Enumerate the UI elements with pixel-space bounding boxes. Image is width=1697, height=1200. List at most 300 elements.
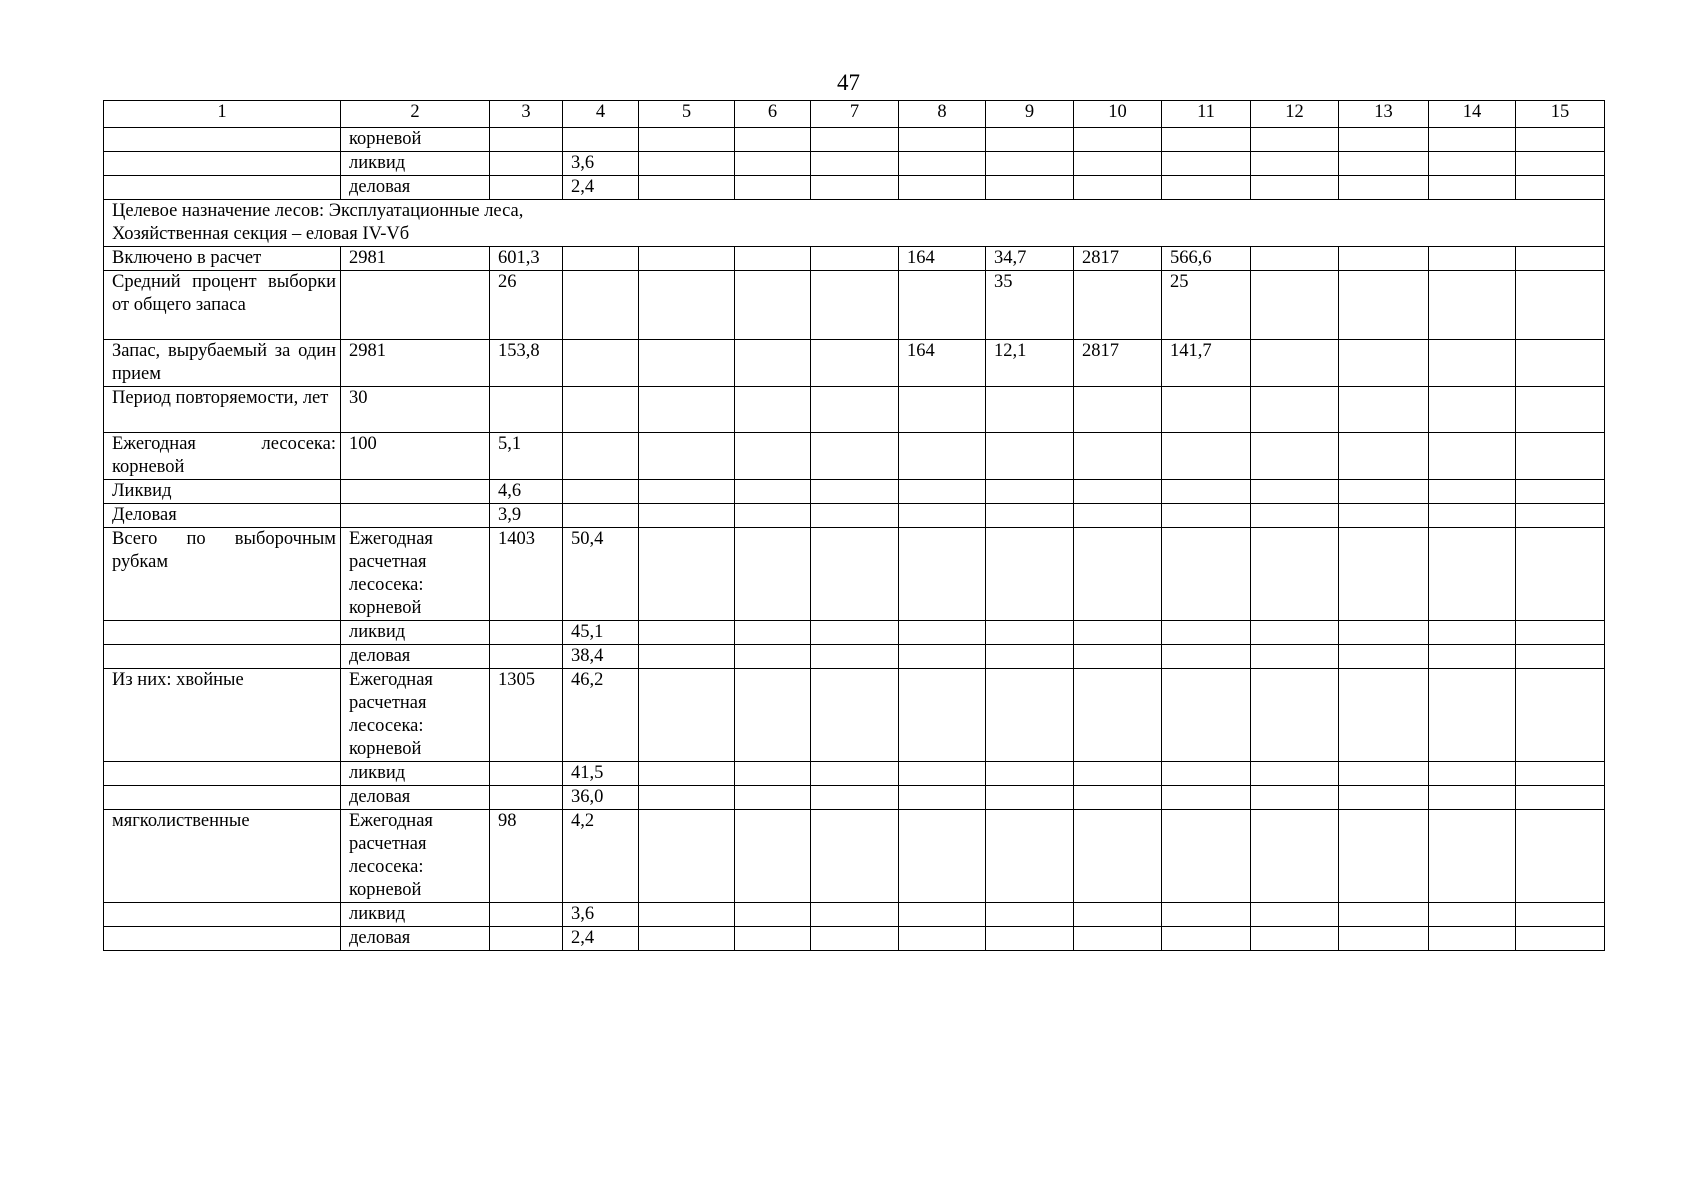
- table-cell: 2981: [341, 247, 490, 271]
- table-cell: [1429, 786, 1516, 810]
- table-cell: [1339, 387, 1429, 433]
- table-cell: [899, 387, 986, 433]
- table-cell: корневой: [341, 128, 490, 152]
- table-cell: [1162, 927, 1251, 951]
- table-cell: [811, 528, 899, 621]
- table-cell: [104, 176, 341, 200]
- table-cell: [1339, 645, 1429, 669]
- table-cell: [735, 271, 811, 340]
- table-cell: [1339, 762, 1429, 786]
- table-cell: [1074, 903, 1162, 927]
- table-cell: 46,2: [563, 669, 639, 762]
- table-cell: 566,6: [1162, 247, 1251, 271]
- table-cell: [735, 387, 811, 433]
- table-cell: [639, 152, 735, 176]
- table-cell: [490, 762, 563, 786]
- table-cell: 36,0: [563, 786, 639, 810]
- table-row: [104, 786, 1605, 810]
- table-row: [104, 762, 1605, 786]
- table-cell: [986, 387, 1074, 433]
- table-cell: [811, 786, 899, 810]
- table-cell: [1251, 903, 1339, 927]
- table-cell: [735, 762, 811, 786]
- table-cell: [341, 271, 490, 340]
- table-cell: [1516, 152, 1605, 176]
- table-cell: [899, 271, 986, 340]
- table-cell: [1251, 645, 1339, 669]
- table-cell: [1339, 621, 1429, 645]
- table-cell: [986, 433, 1074, 480]
- column-header: 12: [1251, 101, 1339, 128]
- table-cell: [986, 927, 1074, 951]
- table-cell: [1339, 927, 1429, 951]
- table-cell: [899, 128, 986, 152]
- column-header: 8: [899, 101, 986, 128]
- table-cell: Из них: хвойные: [104, 669, 341, 762]
- table-cell: [1251, 340, 1339, 387]
- table-cell: [1516, 903, 1605, 927]
- table-cell: [1429, 480, 1516, 504]
- table-row: [104, 176, 1605, 200]
- table-cell: [899, 433, 986, 480]
- table-cell: 601,3: [490, 247, 563, 271]
- table-cell: [1429, 271, 1516, 340]
- table-cell: [1251, 762, 1339, 786]
- table-cell: [490, 645, 563, 669]
- table-cell: Деловая: [104, 504, 341, 528]
- table-cell: [1074, 669, 1162, 762]
- table-row: [104, 669, 1605, 762]
- table-cell: [639, 340, 735, 387]
- table-cell: [1429, 927, 1516, 951]
- table-cell: [104, 152, 341, 176]
- table-cell: [1162, 152, 1251, 176]
- table-cell: [639, 669, 735, 762]
- table-cell: [639, 387, 735, 433]
- table-row: [104, 621, 1605, 645]
- table-cell: [563, 247, 639, 271]
- table-cell: [1429, 528, 1516, 621]
- table-cell: [1516, 669, 1605, 762]
- table-cell: [563, 433, 639, 480]
- table-cell: [341, 504, 490, 528]
- table-cell: [1251, 271, 1339, 340]
- table-cell: [1074, 128, 1162, 152]
- table-cell: [639, 927, 735, 951]
- table-cell: [1516, 528, 1605, 621]
- table-cell: [1339, 786, 1429, 810]
- section-header-line: Целевое назначение лесов: Эксплуатационные леса,: [112, 201, 524, 221]
- table-cell: [1429, 152, 1516, 176]
- table-cell: [490, 927, 563, 951]
- table-cell: [1339, 504, 1429, 528]
- table-row: [104, 152, 1605, 176]
- table-cell: [1162, 176, 1251, 200]
- column-header: 14: [1429, 101, 1516, 128]
- table-cell: [1074, 645, 1162, 669]
- table-cell: [735, 528, 811, 621]
- table-cell: 141,7: [1162, 340, 1251, 387]
- table-row: [104, 927, 1605, 951]
- table-cell: [1429, 810, 1516, 903]
- table-cell: [104, 621, 341, 645]
- table-cell: [1162, 387, 1251, 433]
- table-cell: [811, 810, 899, 903]
- table-cell: 3,6: [563, 903, 639, 927]
- table-cell: [1516, 480, 1605, 504]
- table-cell: [811, 387, 899, 433]
- table-cell: [1251, 128, 1339, 152]
- table-cell: 98: [490, 810, 563, 903]
- table-cell: [639, 903, 735, 927]
- table-cell: Запас, вырубаемый за один прием: [104, 340, 341, 387]
- table-cell: [1516, 247, 1605, 271]
- table-cell: деловая: [341, 786, 490, 810]
- table-cell: [639, 786, 735, 810]
- table-cell: [1074, 271, 1162, 340]
- table-cell: [1516, 433, 1605, 480]
- section-header-row: [104, 200, 1605, 247]
- table-cell: [639, 762, 735, 786]
- table-cell: [1339, 176, 1429, 200]
- table-cell: 38,4: [563, 645, 639, 669]
- table-cell: [1516, 762, 1605, 786]
- table-cell: [811, 128, 899, 152]
- table-cell: [490, 387, 563, 433]
- table-cell: ликвид: [341, 762, 490, 786]
- table-cell: [811, 340, 899, 387]
- table-cell: [1516, 176, 1605, 200]
- table-cell: [1251, 927, 1339, 951]
- table-cell: [899, 176, 986, 200]
- table-cell: [639, 271, 735, 340]
- column-header: 9: [986, 101, 1074, 128]
- table-cell: [1429, 645, 1516, 669]
- table-cell: [735, 247, 811, 271]
- table-cell: [1251, 480, 1339, 504]
- table-cell: [1516, 340, 1605, 387]
- table-cell: [811, 152, 899, 176]
- table-cell: [1162, 433, 1251, 480]
- table-cell: 2817: [1074, 340, 1162, 387]
- table-cell: [899, 645, 986, 669]
- table-cell: [1251, 528, 1339, 621]
- table-cell: [1251, 247, 1339, 271]
- table-cell: деловая: [341, 176, 490, 200]
- column-header: 6: [735, 101, 811, 128]
- table-cell: [563, 271, 639, 340]
- table-cell: [563, 387, 639, 433]
- table-cell: [735, 152, 811, 176]
- table-cell: [1162, 903, 1251, 927]
- table-cell: [563, 504, 639, 528]
- table-cell: [986, 480, 1074, 504]
- table-cell: [1162, 762, 1251, 786]
- table-cell: [639, 528, 735, 621]
- table-cell: [899, 152, 986, 176]
- table-row: [104, 528, 1605, 621]
- table-cell: [1251, 786, 1339, 810]
- column-header: 1: [104, 101, 341, 128]
- table-cell: 5,1: [490, 433, 563, 480]
- table-cell: [811, 271, 899, 340]
- table-cell: [1251, 810, 1339, 903]
- table-cell: [899, 504, 986, 528]
- table-cell: [563, 340, 639, 387]
- column-header: 15: [1516, 101, 1605, 128]
- table-cell: 1305: [490, 669, 563, 762]
- table-cell: [899, 786, 986, 810]
- table-cell: [1162, 528, 1251, 621]
- table-row: [104, 645, 1605, 669]
- table-cell: [1074, 433, 1162, 480]
- table-cell: 3,9: [490, 504, 563, 528]
- table-cell: [899, 528, 986, 621]
- table-cell: [490, 128, 563, 152]
- table-cell: [735, 621, 811, 645]
- data-table: [103, 100, 1605, 951]
- table-cell: [899, 480, 986, 504]
- table-cell: деловая: [341, 645, 490, 669]
- table-cell: [490, 176, 563, 200]
- table-cell: [899, 669, 986, 762]
- table-cell: [986, 621, 1074, 645]
- table-cell: [735, 128, 811, 152]
- table-cell: [1429, 247, 1516, 271]
- table-row: [104, 504, 1605, 528]
- table-cell: [1429, 669, 1516, 762]
- table-cell: [735, 786, 811, 810]
- table-cell: [639, 433, 735, 480]
- table-cell: [1516, 271, 1605, 340]
- table-cell: [1251, 152, 1339, 176]
- table-cell: 26: [490, 271, 563, 340]
- table-cell: 100: [341, 433, 490, 480]
- table-cell: [986, 903, 1074, 927]
- table-cell: [1074, 810, 1162, 903]
- table-cell: ликвид: [341, 903, 490, 927]
- table-cell: [1074, 762, 1162, 786]
- table-cell: [735, 669, 811, 762]
- table-cell: [639, 504, 735, 528]
- table-cell: [1162, 786, 1251, 810]
- table-cell: [811, 903, 899, 927]
- table-cell: 3,6: [563, 152, 639, 176]
- table-cell: [1516, 621, 1605, 645]
- table-cell: [1339, 152, 1429, 176]
- table-cell: [1074, 621, 1162, 645]
- table-cell: [1429, 433, 1516, 480]
- table-cell: [1516, 927, 1605, 951]
- table-cell: [1339, 247, 1429, 271]
- table-cell: [811, 433, 899, 480]
- table-cell: 2,4: [563, 176, 639, 200]
- table-cell: [735, 927, 811, 951]
- table-cell: Ликвид: [104, 480, 341, 504]
- table-cell: [104, 645, 341, 669]
- table-cell: 164: [899, 247, 986, 271]
- table-cell: [1162, 480, 1251, 504]
- table-cell: [1162, 621, 1251, 645]
- table-row: [104, 247, 1605, 271]
- table-cell: [1516, 504, 1605, 528]
- table-cell: [1074, 480, 1162, 504]
- table-cell: [639, 621, 735, 645]
- table-cell: [1339, 271, 1429, 340]
- table-cell: [1339, 340, 1429, 387]
- table-cell: 25: [1162, 271, 1251, 340]
- table-cell: 34,7: [986, 247, 1074, 271]
- table-cell: 4,2: [563, 810, 639, 903]
- column-header: 3: [490, 101, 563, 128]
- table-cell: 45,1: [563, 621, 639, 645]
- table-cell: [1074, 504, 1162, 528]
- table-cell: [104, 927, 341, 951]
- table-cell: [986, 762, 1074, 786]
- table-cell: 2817: [1074, 247, 1162, 271]
- table-row: [104, 387, 1605, 433]
- table-cell: [639, 480, 735, 504]
- table-cell: Ежегодная лесосека: корневой: [104, 433, 341, 480]
- table-cell: [811, 645, 899, 669]
- table-cell: Период повторяемости, лет: [104, 387, 341, 433]
- table-cell: [1339, 669, 1429, 762]
- table-cell: [1162, 645, 1251, 669]
- table-cell: [639, 810, 735, 903]
- table-cell: [986, 786, 1074, 810]
- table-cell: 4,6: [490, 480, 563, 504]
- table-cell: деловая: [341, 927, 490, 951]
- table-cell: Ежегодная расчетная лесосека: корневой: [341, 810, 490, 903]
- table-cell: 35: [986, 271, 1074, 340]
- table-cell: [1251, 176, 1339, 200]
- table-cell: [1162, 128, 1251, 152]
- table-row: [104, 433, 1605, 480]
- table-cell: [986, 528, 1074, 621]
- table-cell: [735, 480, 811, 504]
- table-cell: [1074, 786, 1162, 810]
- table-cell: [986, 128, 1074, 152]
- table-cell: [1516, 387, 1605, 433]
- table-cell: [1339, 528, 1429, 621]
- table-cell: [811, 927, 899, 951]
- table-cell: [735, 645, 811, 669]
- table-cell: [899, 903, 986, 927]
- table-cell: [735, 433, 811, 480]
- table-cell: [1429, 762, 1516, 786]
- table-cell: ликвид: [341, 152, 490, 176]
- table-cell: [1429, 903, 1516, 927]
- table-cell: [1516, 810, 1605, 903]
- table-cell: [1429, 128, 1516, 152]
- table-cell: [1074, 528, 1162, 621]
- column-header: 5: [639, 101, 735, 128]
- table-cell: [735, 903, 811, 927]
- table-row: [104, 903, 1605, 927]
- table-cell: [1162, 504, 1251, 528]
- table-cell: [1074, 387, 1162, 433]
- table-cell: [1251, 504, 1339, 528]
- table-cell: [1162, 810, 1251, 903]
- table-cell: 12,1: [986, 340, 1074, 387]
- table-cell: [1251, 433, 1339, 480]
- table-cell: [1162, 669, 1251, 762]
- column-header: 4: [563, 101, 639, 128]
- table-row: [104, 480, 1605, 504]
- table-cell: [1429, 504, 1516, 528]
- section-header-cell: [104, 200, 1605, 247]
- table-cell: [986, 152, 1074, 176]
- table-cell: [735, 504, 811, 528]
- column-header: 10: [1074, 101, 1162, 128]
- table-cell: [811, 669, 899, 762]
- table-cell: ликвид: [341, 621, 490, 645]
- table-cell: [986, 669, 1074, 762]
- table-cell: [899, 810, 986, 903]
- table-cell: [1516, 786, 1605, 810]
- table-cell: Ежегодная расчетная лесосека: корневой: [341, 669, 490, 762]
- table-cell: [1339, 810, 1429, 903]
- table-cell: [735, 810, 811, 903]
- table-cell: 164: [899, 340, 986, 387]
- column-header: 2: [341, 101, 490, 128]
- table-cell: [490, 786, 563, 810]
- table-cell: [899, 762, 986, 786]
- table-cell: [735, 176, 811, 200]
- table-cell: [811, 176, 899, 200]
- table-cell: [1074, 152, 1162, 176]
- table-cell: Всего по выборочным рубкам: [104, 528, 341, 621]
- table-cell: Ежегодная расчетная лесосека: корневой: [341, 528, 490, 621]
- table-cell: [1074, 927, 1162, 951]
- table-cell: [735, 340, 811, 387]
- table-cell: [986, 810, 1074, 903]
- table-cell: [639, 176, 735, 200]
- table-cell: [1516, 645, 1605, 669]
- table-cell: [811, 480, 899, 504]
- table-cell: [490, 152, 563, 176]
- table-cell: [490, 621, 563, 645]
- table-cell: [104, 762, 341, 786]
- table-cell: [1429, 176, 1516, 200]
- table-cell: 50,4: [563, 528, 639, 621]
- section-header-line: Хозяйственная секция – еловая IV-Vб: [112, 224, 410, 244]
- column-header: 7: [811, 101, 899, 128]
- table-cell: [811, 762, 899, 786]
- table-cell: [986, 176, 1074, 200]
- table-cell: [490, 903, 563, 927]
- table-cell: 30: [341, 387, 490, 433]
- table-cell: [1339, 433, 1429, 480]
- table-cell: мягколиственные: [104, 810, 341, 903]
- table-cell: [1339, 128, 1429, 152]
- table-cell: [1251, 387, 1339, 433]
- table-cell: [986, 504, 1074, 528]
- table-cell: [639, 247, 735, 271]
- table-cell: Включено в расчет: [104, 247, 341, 271]
- table-cell: [639, 645, 735, 669]
- table-cell: [563, 480, 639, 504]
- table-body: [104, 101, 1605, 951]
- table-cell: [341, 480, 490, 504]
- table-cell: 41,5: [563, 762, 639, 786]
- table-cell: [1251, 621, 1339, 645]
- column-header: 11: [1162, 101, 1251, 128]
- table-cell: [1251, 669, 1339, 762]
- table-cell: [639, 128, 735, 152]
- table-row: [104, 810, 1605, 903]
- table-cell: [811, 504, 899, 528]
